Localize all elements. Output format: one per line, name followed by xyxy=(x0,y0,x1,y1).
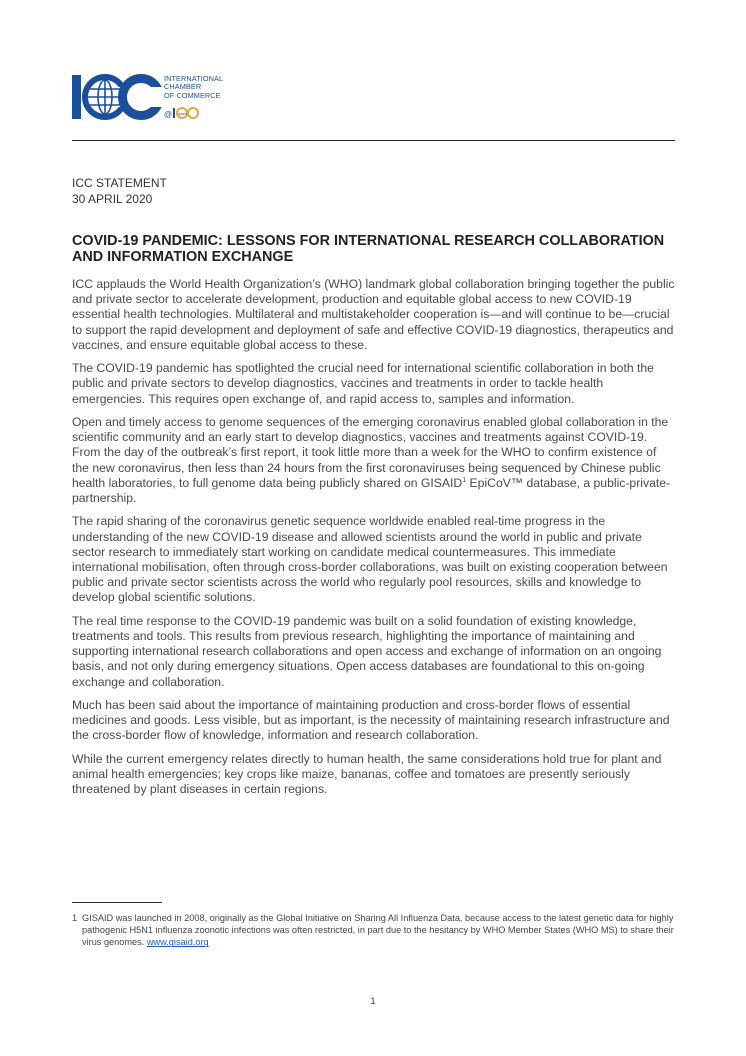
logo-name-line-2: CHAMBER xyxy=(164,82,202,92)
footnote-number: 1 xyxy=(72,913,78,923)
icc-logo xyxy=(72,73,242,121)
paragraph: Much has been said about the importance of maintaining production and cross-border flows of essential medicines and goods. Less visible, but as important, is the necessity of maintaining research infrastructure and the cross-border flow of knowledge, information and research collaboration. xyxy=(72,698,670,743)
paragraph: While the current emergency relates directly to human health, the same considerations hold true for plant and animal health emergencies; key crops like maize, bananas, coffee and tomatoes are presently seriously threatened by plant diseases in certain regions. xyxy=(72,751,662,797)
footnote-divider xyxy=(72,902,162,903)
gisaid-link[interactable]: www.gisaid.org xyxy=(146,937,209,948)
svg-text:years: years xyxy=(178,112,188,116)
footnote xyxy=(72,912,675,949)
paragraph: The rapid sharing of the coronavirus genetic sequence worldwide enabled real-time progress in the understanding of the new COVID-19 disease and allowed scientists around the world in public and private sector research to immediately start working on candidate medical countermeasures. This immediate international mobilisation, often through cross-border collaborations, was built on existing cooperation between public and private sector scientists across the world who regularly pool resources, skills and knowledge to develop global scientific solutions. xyxy=(72,514,668,605)
footnote-reference[interactable]: 1 xyxy=(462,476,467,484)
paragraph: ICC applauds the World Health Organization’s (WHO) landmark global collaboration bringing together the public and private sector to accelerate development, production and equitable global access to new COVID-19 essential health technologies. Multilateral and multistakeholder cooperation is—and will continue to be—crucial to support the rapid development and deployment of safe and effective COVID-19 diagnostics, therapeutics and vaccines, and ensure equitable global access to these. xyxy=(72,277,675,352)
icc-logo-name xyxy=(164,75,223,100)
page-title: COVID-19 PANDEMIC: LESSONS FOR INTERNATIONAL RESEARCH COLLABORATION AND INFORMATION EXCHANGE xyxy=(72,233,665,265)
paragraph-text: Open and timely access to genome sequences of the emerging coronavirus enabled global collaboration in the scientific community and an early start to develop diagnostics, vaccines and treatments against COVID-19. From the day of the outbreak’s first report, it took little more than a week for the WHO to confirm existence of the new coronavirus, then less than 24 hours from the first coronaviruses being sequenced by Chinese public health laboratories, to full genome data being publicly shared on GISAID xyxy=(72,415,669,490)
document-type: ICC STATEMENT xyxy=(72,176,167,190)
paragraph-text: EpiCoV™ database, a public-private-partnership. xyxy=(72,475,671,506)
paragraph: The COVID-19 pandemic has spotlighted the crucial need for international scientific collaboration in both the public and private sectors to develop diagnostics, vaccines and treatments in order to tackle health emergencies. This requires open exchange of, and rapid access to, samples and information. xyxy=(72,361,654,406)
document-date: 30 APRIL 2020 xyxy=(72,192,153,206)
footnote-text: GISAID was launched in 2008, originally as the Global Initiative on Sharing All Influenza Data, because access to the latest genetic data for highly pathogenic H5N1 influenza zoonotic infections was often restricted, in part due to the hesitancy by WHO Member States (WHO MS) to share their virus genomes. xyxy=(82,913,674,948)
logo-name-line-1: INTERNATIONAL xyxy=(164,74,224,83)
logo-name-line-3: OF COMMERCE xyxy=(164,90,221,100)
statement-body xyxy=(72,277,676,806)
icc-logo-mark xyxy=(72,73,162,121)
paragraph: The real time response to the COVID-19 pandemic was built on a solid foundation of existing knowledge, treatments and tools. This results from previous research, highlighting the importance of maintaining and supporting international research collaborations and open access and exchange of information on an ongoing basis, and not only during emergency situations. Open access databases are foundational to this on-going exchange and collaboration. xyxy=(72,613,662,689)
header-divider xyxy=(72,140,675,141)
page-number: 1 xyxy=(370,996,376,1007)
statement-meta xyxy=(72,175,167,207)
centenary-badge-icon xyxy=(164,106,210,120)
svg-text:@: @ xyxy=(164,110,173,119)
paragraph xyxy=(72,415,676,506)
